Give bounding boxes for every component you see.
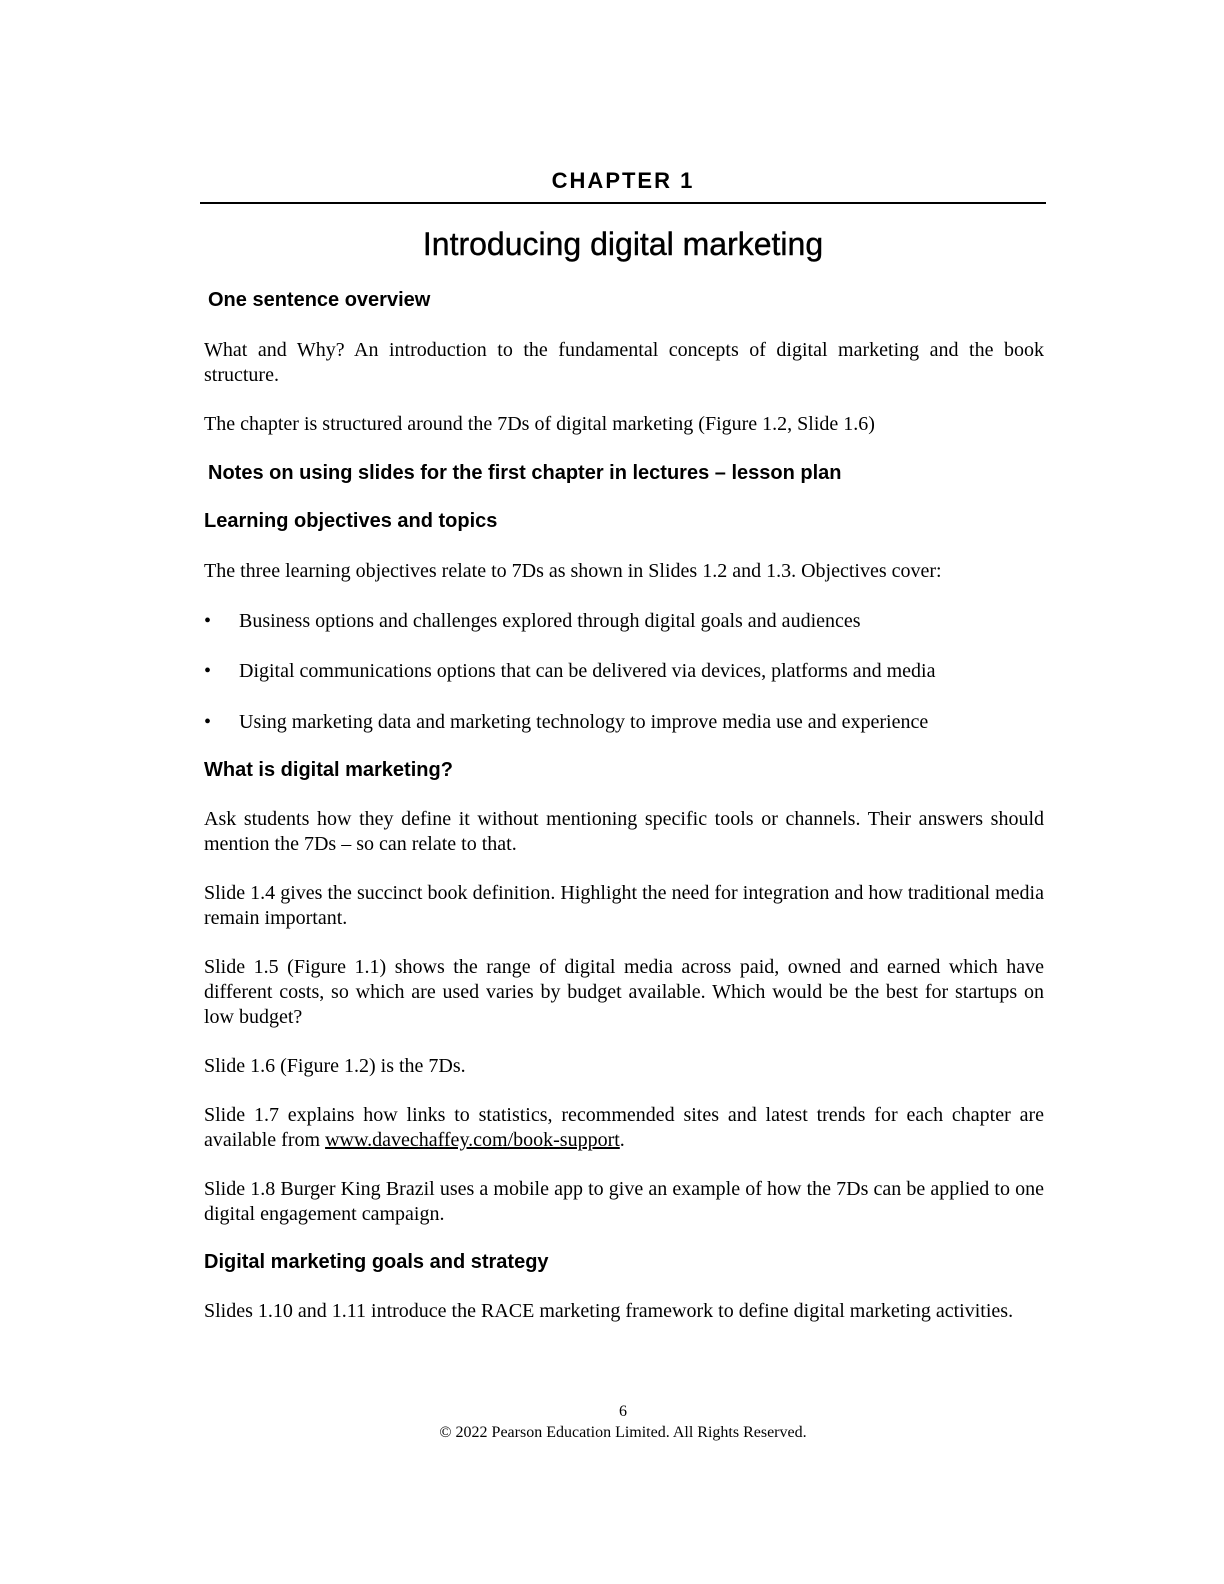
bullet-icon: • [204, 660, 212, 682]
book-support-link[interactable]: www.davechaffey.com/book-support [325, 1129, 620, 1151]
chapter-label: CHAPTER 1 [551, 168, 695, 193]
overview-paragraph-2: The chapter is structured around the 7Ds of digital marketing (Figure 1.2, Slide 1.6) [204, 413, 875, 435]
bullet-icon: • [204, 711, 212, 733]
notes-heading: Notes on using slides for the first chapter in lectures – lesson plan [208, 462, 842, 484]
copyright-notice: © 2022 Pearson Education Limited. All Rights Reserved. [439, 1424, 807, 1441]
list-item-text: Digital communications options that can be delivered via devices, platforms and media [239, 660, 936, 682]
what-paragraph-1: Ask students how they define it without mentioning specific tools or channels. Their answers should mention the 7Ds – so can relate to that. [204, 808, 1044, 855]
page-number: 6 [619, 1403, 627, 1420]
list-item-text: Business options and challenges explored through digital goals and audiences [239, 610, 861, 632]
what-paragraph-5-end: . [619, 1129, 625, 1151]
bullet-icon: • [204, 610, 212, 632]
objectives-intro: The three learning objectives relate to 7Ds as shown in Slides 1.2 and 1.3. Objectives cover: [204, 560, 942, 582]
chapter-divider [200, 202, 1046, 204]
overview-paragraph-1: What and Why? An introduction to the fundamental concepts of digital marketing and the book structure. [204, 339, 1044, 386]
goals-heading: Digital marketing goals and strategy [204, 1251, 549, 1273]
what-paragraph-2: Slide 1.4 gives the succinct book definition. Highlight the need for integration and how traditional media remain important. [204, 882, 1044, 929]
what-paragraph-5 [204, 1103, 1044, 1153]
goals-paragraph-1: Slides 1.10 and 1.11 introduce the RACE marketing framework to define digital marketing activities. [204, 1300, 1014, 1322]
what-paragraph-4: Slide 1.6 (Figure 1.2) is the 7Ds. [204, 1055, 466, 1077]
what-heading: What is digital marketing? [204, 759, 453, 781]
what-paragraph-3: Slide 1.5 (Figure 1.1) shows the range of digital media across paid, owned and earned which have different costs, so which are used varies by budget available. Which would be the best for startups on low budget? [204, 956, 1044, 1028]
what-paragraph-6: Slide 1.8 Burger King Brazil uses a mobile app to give an example of how the 7Ds can be applied to one digital engagement campaign. [204, 1178, 1044, 1225]
what-paragraph-5-text: Slide 1.7 explains how links to statistics, recommended sites and latest trends for each chapter are available from [204, 1104, 1044, 1151]
overview-heading: One sentence overview [208, 289, 431, 311]
list-item-text: Using marketing data and marketing technology to improve media use and experience [239, 711, 929, 733]
chapter-title: Introducing digital marketing [422, 226, 824, 262]
objectives-heading: Learning objectives and topics [204, 510, 498, 532]
